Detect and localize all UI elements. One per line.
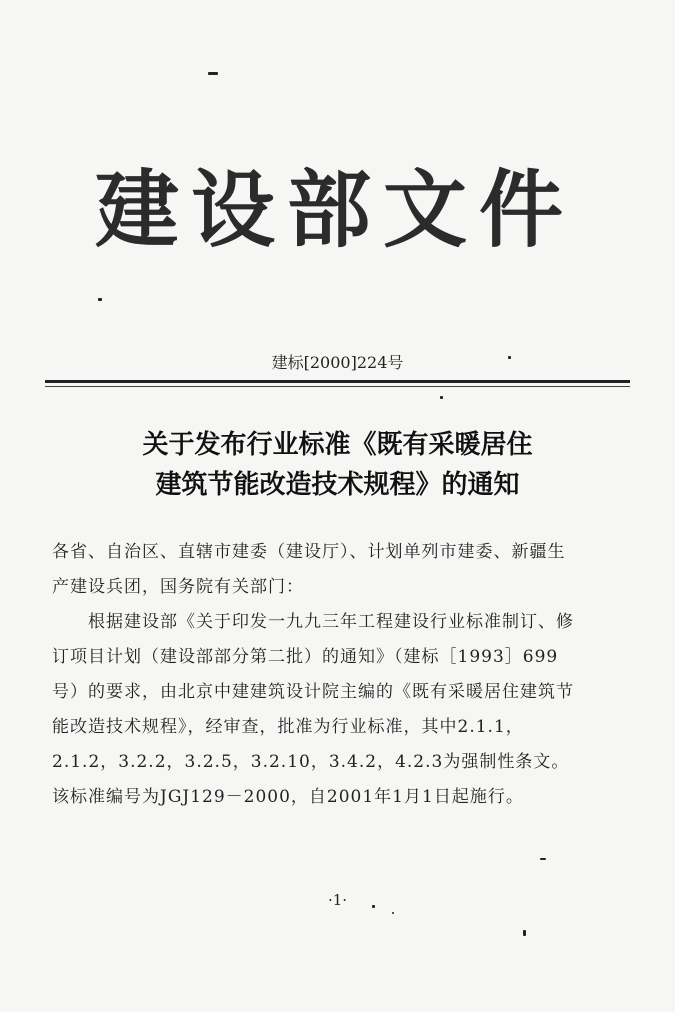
notice-body xyxy=(52,535,582,815)
scan-speck xyxy=(440,396,443,399)
notice-title xyxy=(0,425,675,505)
notice-title-line-1: 关于发布行业标准《既有采暖居住 xyxy=(142,430,533,460)
document-number: 建标[2000]224号 xyxy=(271,353,404,372)
document-header-title: 建设部文件 xyxy=(95,160,576,259)
scan-speck xyxy=(523,930,526,936)
notice-title-line-2: 建筑节能改造技术规程》的通知 xyxy=(155,470,520,500)
scan-speck xyxy=(98,298,102,301)
scan-speck xyxy=(392,912,394,914)
body-paragraph: 根据建设部《关于印发一九九三年工程建设行业标准制订、修订项目计划（建设部部分第二批）的通知》（建标［1993］699号）的要求，由北京中建建筑设计院主编的《既有采暖居住建筑节能改造技术规程》，经审查，批准为行业标准，其中2.1.1，2.1.2，3.2.2，3.2.5，3.2.10，3.4.2，4.2.3为强制性条文。该标准编号为JGJ129－2000，自2001年1月1日起施行。 xyxy=(52,612,574,807)
scan-speck xyxy=(208,72,218,75)
header-rule-thick xyxy=(45,380,630,383)
header-rule-thin xyxy=(45,386,630,387)
page-number: ·1· xyxy=(327,891,348,909)
addressees-paragraph: 各省、自治区、直辖市建委（建设厅）、计划单列市建委、新疆生产建设兵团，国务院有关部门： xyxy=(52,542,566,597)
scan-speck xyxy=(540,858,546,860)
